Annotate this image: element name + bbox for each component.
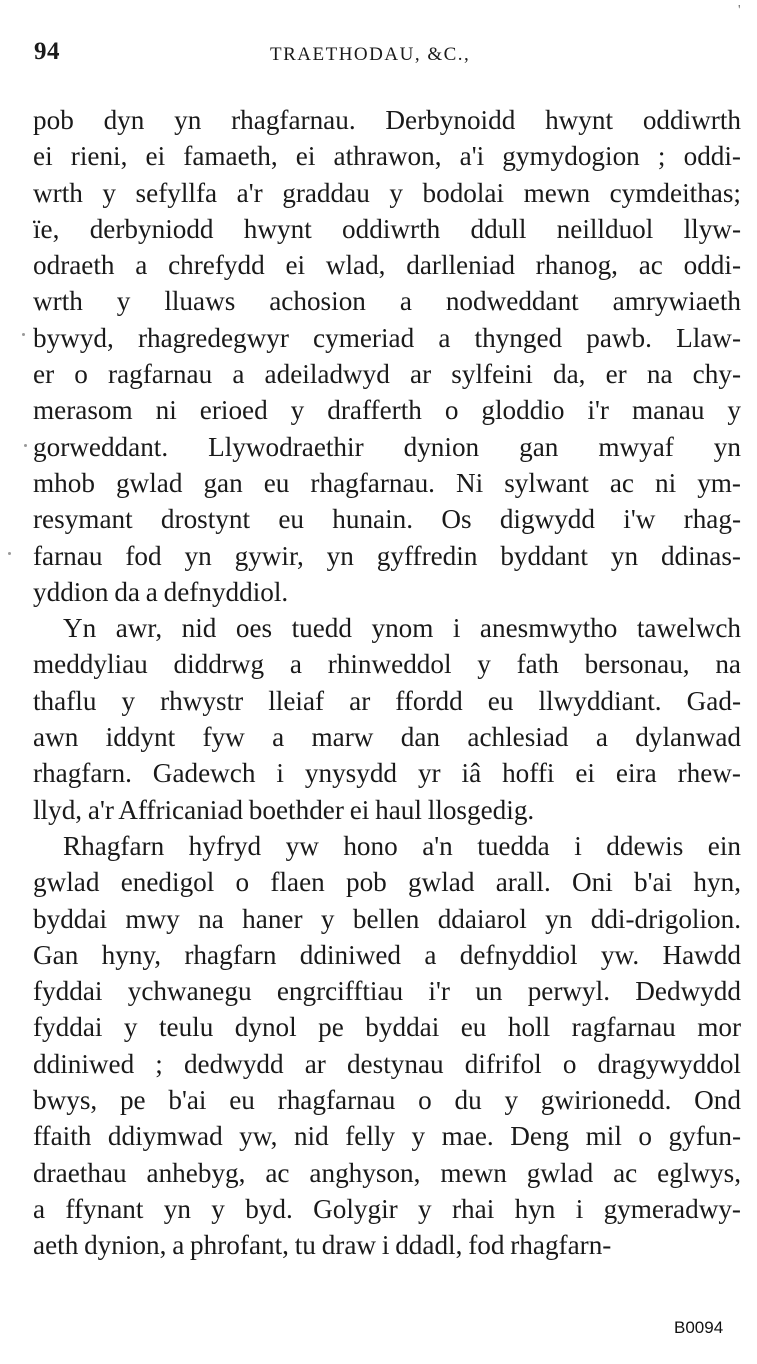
running-head: TRAETHODAU, &C., [270,44,471,65]
text-line: ïe, derbyniodd hwynt oddiwrth ddull neillduol llyw- [33,213,741,244]
page-number: 94 [34,38,60,65]
text-line: byddai mwy na haner y bellen ddaiarol yn ddi-drigolion. [33,903,741,934]
body-text [33,102,741,1264]
paragraph [33,828,741,1264]
stock-number: B0094 [674,1318,724,1337]
text-line: a ffynant yn y byd. Golygir y rhai hyn i gymeradwy- [33,1193,741,1224]
text-line: ffaith ddiymwad yw, nid felly y mae. Deng mil o gyfun- [33,1121,741,1152]
margin-speck [24,444,27,447]
margin-speck [22,333,25,336]
text-line: rhagfarn. Gadewch i ynysydd yr iâ hoffi ei eira rhew- [33,758,741,789]
text-line: er o ragfarnau a adeiladwyd ar sylfeini da, er na chy- [33,359,741,390]
paragraph [33,102,741,610]
text-line: mhob gwlad gan eu rhagfarnau. Ni sylwant ac ni ym- [33,467,741,498]
text-line: draethau anhebyg, ac anghyson, mewn gwlad ac eglwys, [33,1157,741,1188]
text-line: fyddai y teulu dynol pe byddai eu holl ragfarnau mor [33,1012,741,1043]
text-line: yddion da a defnyddiol. [33,576,289,607]
text-line: Gan hyny, rhagfarn ddiniwed a defnyddiol yw. Hawdd [33,939,741,970]
text-line: ei rieni, ei famaeth, ei athrawon, a'i gymydogion ; oddi- [33,141,741,172]
text-line: merasom ni erioed y drafferth o gloddio i'r manau y [33,395,741,426]
text-line: bwys, pe b'ai eu rhagfarnau o du y gwirionedd. Ond [33,1085,741,1116]
margin-speck [8,552,11,555]
text-line: Rhagfarn hyfryd yw hono a'n tuedda i ddewis ein [63,830,741,861]
text-line: wrth y lluaws achosion a nodweddant amrywiaeth [33,286,741,317]
text-line: llyd, a'r Affricaniad boethder ei haul llosgedig. [33,794,535,825]
text-line: bywyd, rhagredegwyr cymeriad a thynged pawb. Llaw- [33,322,741,353]
text-line: pob dyn yn rhagfarnau. Derbynoidd hwynt oddiwrth [33,105,741,135]
text-line: Yn awr, nid oes tuedd ynom i anesmwytho tawelwch [63,613,741,644]
text-line: gwlad enedigol o flaen pob gwlad arall. Oni b'ai hyn, [33,867,741,898]
text-line: awn iddynt fyw a marw dan achlesiad a dylanwad [33,722,741,753]
paragraph [33,610,741,828]
text-line: meddyliau diddrwg a rhinweddol y fath bersonau, na [33,649,741,680]
text-line: wrth y sefyllfa a'r graddau y bodolai mewn cymdeithas; [33,177,741,208]
text-line: aeth dynion, a phrofant, tu draw i ddadl, fod rhagfarn- [33,1230,612,1261]
text-line: gorweddant. Llywodraethir dynion gan mwyaf yn [33,431,741,462]
text-line: fyddai ychwanegu engrcifftiau i'r un perwyl. Dedwydd [33,976,741,1007]
corner-mark: ' [738,3,741,18]
text-line: ddiniwed ; dedwydd ar destynau difrifol o dragywyddol [33,1048,741,1079]
text-line: thaflu y rhwystr lleiaf ar ffordd eu llwyddiant. Gad- [33,685,741,716]
text-line: resymant drostynt eu hunain. Os digwydd i'w rhag- [33,504,741,535]
text-line: farnau fod yn gywir, yn gyffredin byddant yn ddinas- [33,540,741,571]
text-line: odraeth a chrefydd ei wlad, darlleniad rhanog, ac oddi- [33,250,741,281]
